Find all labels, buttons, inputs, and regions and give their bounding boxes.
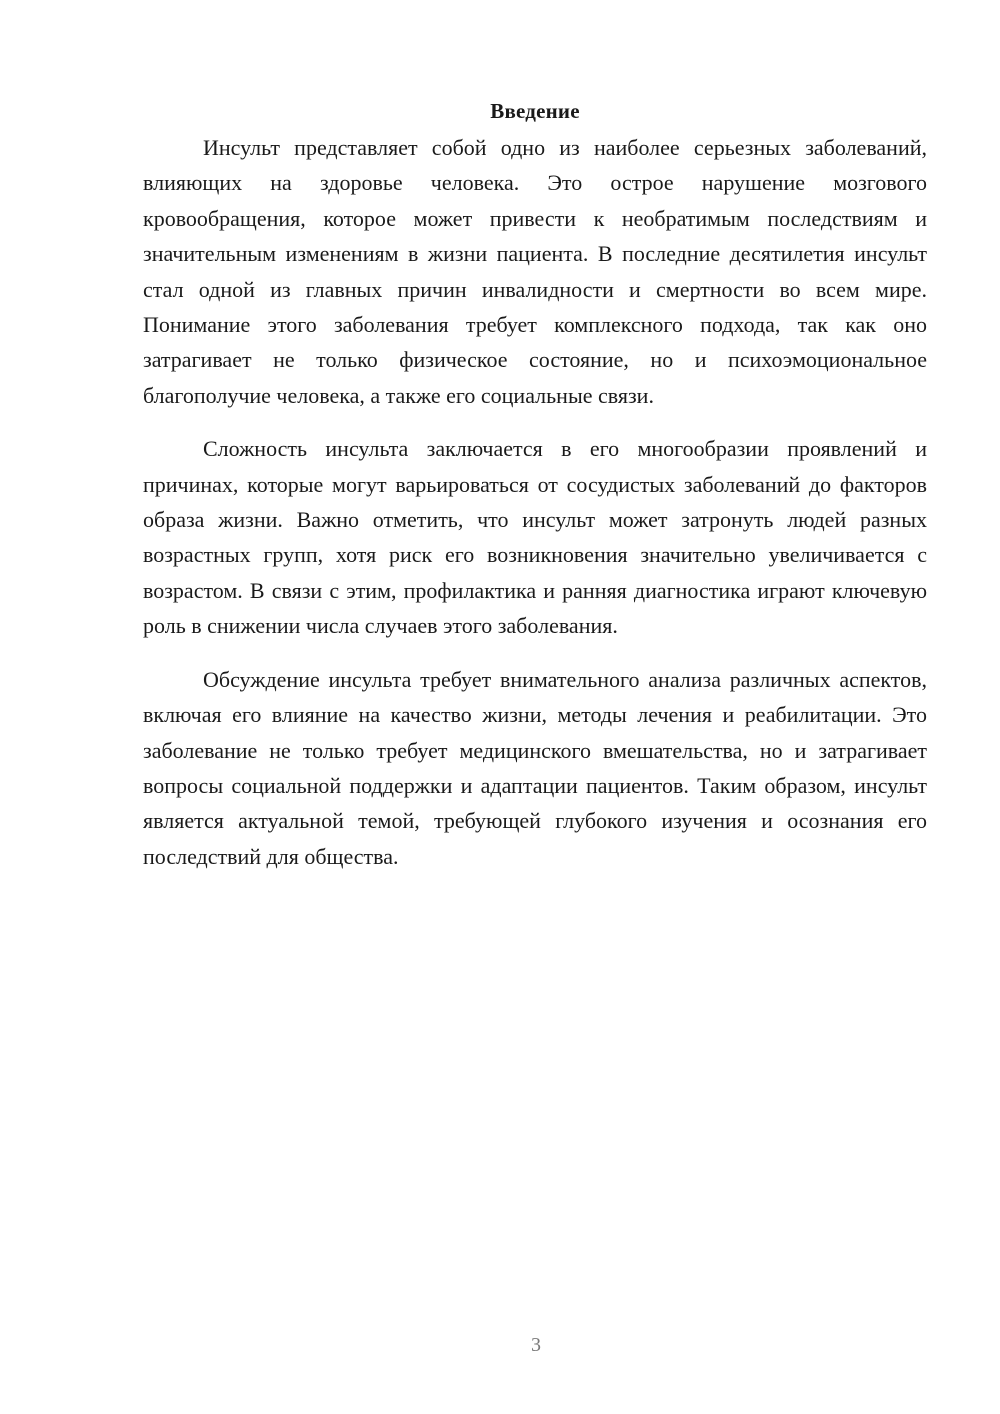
- section-heading: Введение: [490, 99, 580, 123]
- page-number: 3: [531, 1334, 541, 1356]
- paragraph-2: Сложность инсульта заключается в его многообразии проявлений и причинах, которые могут варьироваться от сосудистых заболеваний до факторов образа жизни. Важно отметить, что инсульт может затронуть людей разных возрастных групп, хотя риск его возникновения значительно увеличивается с возрастом. В связи с этим, профилактика и ранняя диагностика играют ключевую роль в снижении числа случаев этого заболевания.: [143, 436, 927, 639]
- page-content: [143, 96, 927, 892]
- paragraph-1: Инсульт представляет собой одно из наиболее серьезных заболеваний, влияющих на здоровье человека. Это острое нарушение мозгового кровообращения, которое может привести к необратимым последствиям и значительным изменениям в жизни пациента. В последние десятилетия инсульт стал одной из главных причин инвалидности и смертности во всем мире. Понимание этого заболевания требует комплексного подхода, так как оно затрагивает не только физическое состояние, но и психоэмоциональное благополучие человека, а также его социальные связи.: [143, 135, 927, 408]
- paragraph-3: Обсуждение инсульта требует внимательного анализа различных аспектов, включая его влияние на качество жизни, методы лечения и реабилитации. Это заболевание не только требует медицинского вмешательства, но и затрагивает вопросы социальной поддержки и адаптации пациентов. Таким образом, инсульт является актуальной темой, требующей глубокого изучения и осознания его последствий для общества.: [143, 666, 927, 869]
